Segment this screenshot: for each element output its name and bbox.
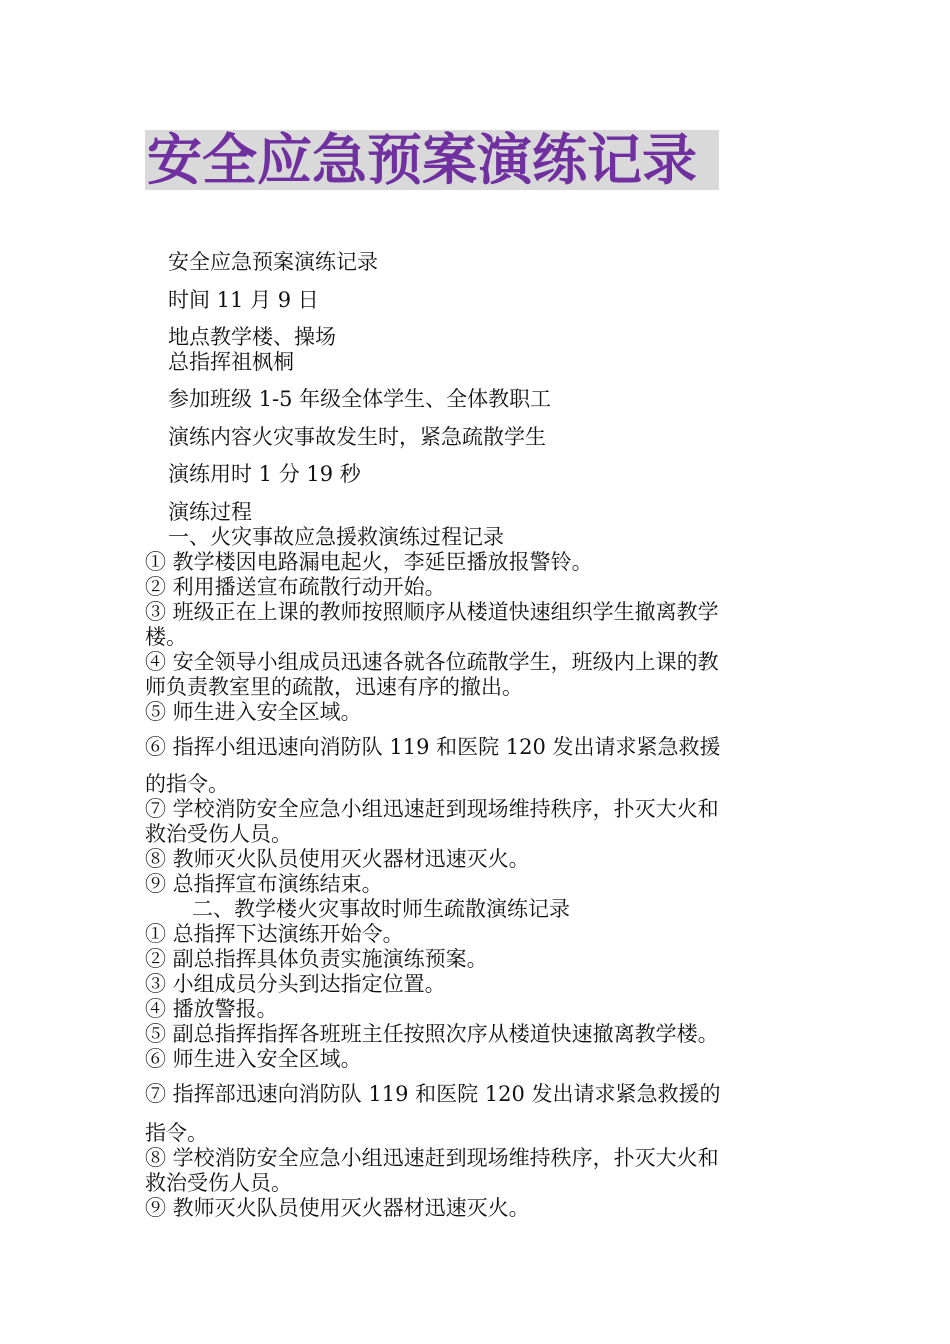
section1-line: ② 利用播送宣布疏散行动开始。 — [145, 575, 446, 599]
info-commander: 总指挥祖枫桐 — [168, 350, 294, 374]
section2-line: ⑤ 副总指挥指挥各班班主任按照次序从楼道快速撤离教学楼。 — [145, 1022, 719, 1046]
section2-heading: 二、教学楼火灾事故时师生疏散演练记录 — [192, 897, 570, 921]
section2-line: ⑦ 指挥部迅速向消防队 119 和医院 120 发出请求紧急救援的 — [145, 1082, 721, 1106]
section2-line: ⑥ 师生进入安全区域。 — [145, 1047, 362, 1071]
section1-line: ④ 安全领导小组成员迅速各就各位疏散学生，班级内上课的教 — [145, 650, 719, 674]
section2-line: ① 总指挥下达演练开始令。 — [145, 922, 404, 946]
section1-line: 救治受伤人员。 — [145, 822, 292, 846]
info-place: 地点教学楼、操场 — [168, 325, 336, 349]
section2-line: 指令。 — [145, 1121, 208, 1145]
title-highlight — [145, 130, 719, 190]
section2-line: ④ 播放警报。 — [145, 997, 278, 1021]
section2-line: ⑨ 教师灭火队员使用灭火器材迅速灭火。 — [145, 1196, 530, 1220]
section1-line: ⑦ 学校消防安全应急小组迅速赶到现场维持秩序，扑灭大火和 — [145, 797, 719, 821]
info-duration: 演练用时 1 分 19 秒 — [168, 462, 361, 486]
info-time: 时间 11 月 9 日 — [168, 288, 319, 312]
info-classes: 参加班级 1-5 年级全体学生、全体教职工 — [168, 387, 552, 411]
section1-line: 楼。 — [145, 625, 187, 649]
section2-line: 救治受伤人员。 — [145, 1171, 292, 1195]
section1-line: 的指令。 — [145, 772, 229, 796]
section1-line: ⑧ 教师灭火队员使用灭火器材迅速灭火。 — [145, 847, 530, 871]
info-process: 演练过程 — [168, 500, 252, 524]
document-title: 安全应急预案演练记录 — [147, 128, 698, 192]
section1-heading: 一、火灾事故应急援救演练过程记录 — [168, 525, 504, 549]
info-heading: 安全应急预案演练记录 — [168, 250, 378, 274]
section2-line: ② 副总指挥具体负责实施演练预案。 — [145, 947, 488, 971]
section2-line: ⑧ 学校消防安全应急小组迅速赶到现场维持秩序，扑灭大火和 — [145, 1146, 719, 1170]
info-content: 演练内容火灾事故发生时，紧急疏散学生 — [168, 425, 546, 449]
section1-line: 师负责教室里的疏散，迅速有序的撤出。 — [145, 675, 523, 699]
section1-line: ③ 班级正在上课的教师按照顺序从楼道快速组织学生撤离教学 — [145, 600, 719, 624]
section1-line: ⑨ 总指挥宣布演练结束。 — [145, 872, 383, 896]
section2-line: ③ 小组成员分头到达指定位置。 — [145, 972, 446, 996]
section1-line: ⑥ 指挥小组迅速向消防队 119 和医院 120 发出请求紧急救援 — [145, 735, 721, 759]
section1-line: ⑤ 师生进入安全区域。 — [145, 700, 362, 724]
section1-line: ① 教学楼因电路漏电起火，李延臣播放报警铃。 — [145, 550, 593, 574]
